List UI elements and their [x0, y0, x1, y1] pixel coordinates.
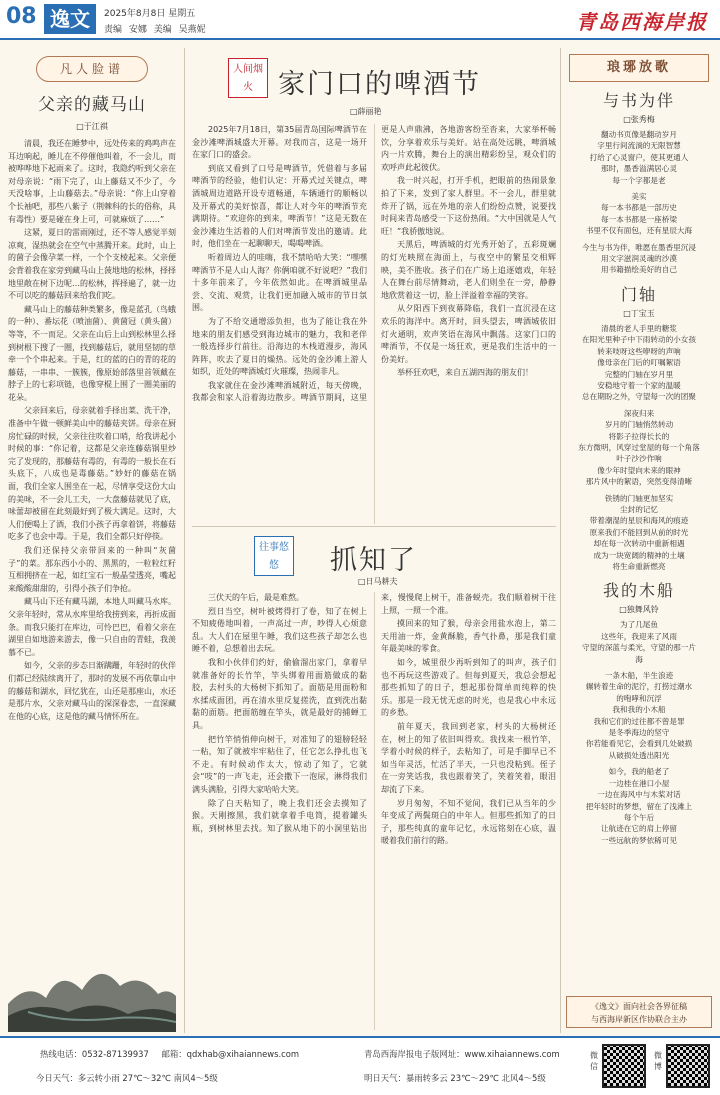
paragraph: 我和小伙伴们约好，偷偷溜出家门，拿着早就准备好的长竹竿，竿头绑着用面筋做成的黏胶，去村头的大杨树下抓知了。面筋是用面粉和水揉成面团，再在清水里反复搓洗，直到洗出黏黏的面筋。把面筋缠在竿头，就是最好的捕蝉工具。 [192, 657, 367, 730]
poem-line: 清晨的老人手里的糖浆 [601, 323, 677, 333]
poem-line: 从破损处透出阳光 [608, 750, 670, 760]
poem-body [564, 129, 714, 276]
weather-today: 今日天气：多云转小雨 27℃～32℃ 南风4～5级 [36, 1073, 218, 1083]
poem-line: 打给了心灵窗户，使其更通人 [589, 152, 689, 162]
section-badge-poetry: 琅琊放歌 [569, 54, 709, 82]
poem-line: 每一个字都是老 [612, 175, 666, 185]
ink-mountain-illustration [8, 942, 176, 1032]
poem-line: 带着潮湿的星辰和海风的痕迹 [589, 516, 689, 526]
poem-line: 用文字滋润灵魂的沙漠 [601, 254, 677, 264]
poem-line: 美实 [631, 192, 647, 202]
paragraph: 藏马山上的藤菇种类繁多，像是蓝孔（鸟蛾的一种）、番坛花（喷油菌）、黄菌冠（黄头菌）等等，不一而足。父亲在山后上山到松林里么择到树根下搜了一圈，找到藤菇后，就用坚韧的草牵一个个串起来。于是，红的蓝的白的青的花的藤菇，一串串、一簇簇，像原始部落里首领戴在脖子上的七彩项链，也像穿棍上围了一圈美丽的花朵。 [8, 304, 176, 402]
poem-line: 是冬季海边的坚守 [608, 728, 670, 738]
weather-tomorrow: 明日天气：暴雨转多云 23℃～29℃ 北风4～5级 [364, 1073, 546, 1083]
poem-line: 那时，墨香溢满居心灵 [601, 164, 677, 174]
poem-line: 用书籍描绘美好的自己 [601, 265, 677, 275]
page-header [0, 0, 720, 40]
poem-line: 你若能看见它，会看到几处破损 [585, 739, 693, 749]
newspaper-logo: 青岛西海岸报 [576, 10, 708, 34]
poem-line: 一些远航的梦依稀可见 [601, 835, 677, 845]
column-divider [560, 48, 561, 1033]
page-section-name: 逸文 [44, 4, 96, 34]
paragraph: 如今，父亲的步态日渐蹒跚，年轻时的伙伴们都已经陆续离开了，那时的发展不再依靠山中的藤菇和湖水，回忆犹在，山还是那座山，水还是那片水，父亲对藏马山的深深眷恋，一直深藏在他的心底，这是他的藏马情怀所在。 [8, 661, 176, 721]
paragraph: 把竹竿悄悄伸向树干，对准知了的翅膀轻轻一粘，知了就被牢牢粘住了，任它怎么挣扎也飞不走。有时候动作太大，惊动了知了，它就会“吱”的一声飞走，还会撒下一泡尿，淋得我们满头满脸，引得大家哈哈大笑。 [192, 734, 367, 794]
article-title: 父亲的藏马山 [38, 95, 146, 115]
weibo-label: 微博 [654, 1051, 662, 1071]
poem-line: 将生命重新燃亮 [612, 562, 666, 571]
poem-line: 叶子沙沙作响 [616, 454, 662, 464]
poem-body [564, 323, 714, 573]
article-body [8, 138, 176, 968]
poem-line: 每一本书都是一部历史 [601, 203, 677, 213]
hotline: 热线电话：0532-87139937 [40, 1049, 149, 1059]
poem-line: 像母亲在门后的叮嘱絮语 [597, 358, 681, 368]
paragraph: 为了不给交通增添负担，也为了能让我在外地来的朋友们感受到海边城市的魅力，我和老伴一般选择步行前往。沿海边的木栈道漫步，海风阵阵，吹去了夏日的燥热。远处的金沙滩上游人如织，近处的啤酒城灯火璀璨，热闹非凡。 [192, 316, 367, 377]
editorial-notice: 《逸文》面向社会各界征稿 与西海岸新区作协联合主办 [566, 996, 712, 1028]
paragraph: 我家就住在金沙滩啤酒城附近，每天傍晚，我都会和家人沿着海边散步。啤酒节期间，这里更是人声鼎沸，各地游客纷至沓来，大家举杯畅饮，分享着欢乐与美好。站在高处远眺，啤酒城内一片欢腾，舞台上的演出精彩纷呈，观众们的欢呼声此起彼伏。 [192, 125, 556, 403]
article-author: □日马耕夫 [358, 577, 398, 586]
email: 邮箱：qdxhab@xihaiannews.com [161, 1049, 300, 1059]
poem-title: 与书为伴 [602, 91, 675, 110]
poem-body [564, 619, 714, 846]
poem-line: 辗转着生命的泥泞，打捞过潮水 [585, 682, 693, 692]
poem-line: 让航迹在它的肩上停留 [601, 824, 677, 834]
paragraph: 举杯狂欢吧，来自五湖四海的朋友们！ [397, 368, 533, 378]
poem-line: 岁月的门轴悄然转动 [604, 420, 674, 430]
poem-line: 我和我的小木船 [612, 705, 666, 715]
editors-line: 责编 安娜 美编 吴燕妮 [104, 25, 206, 35]
poem-line: 每一本书都是一座桥梁 [601, 214, 677, 224]
paragraph: 藏马山下还有藏马湖，本地人叫藏马水库。父亲年轻时，常从水库里给我捞到来，再折成面条。而我只能打在库边，可怜巴巴，看着父亲在湖里自如地游来游去，像一只自由的青蛙，我羡慕不已。 [8, 597, 176, 657]
wechat-qr-code[interactable] [602, 1044, 646, 1088]
poem-line: 为了几尾鱼 [620, 620, 658, 630]
article-author: □薛丽艳 [350, 107, 382, 116]
poem-line: 原来我们不能回到从前的时光 [589, 527, 689, 537]
page-footer [0, 1036, 720, 1095]
poem-line: 的咆哮和沉浮 [616, 693, 662, 703]
section-badge-life: 人间烟火 [228, 58, 268, 98]
paragraph: 听着周边人的哇嗨，我不禁哈哈大笑：“嘿嘿啤酒节不是人山人海？你俩咱就不好说吧？”我们十多年前来了，今年依然如此。在啤酒城里品尝、交流、观赏，让我们更加融入城市的节日氛围。 [192, 252, 367, 313]
poem-line: 深夜归来 [623, 408, 655, 418]
poem-line: 如今，我的船老了 [608, 767, 670, 777]
paragraph: 这紧，夏日的雷雨刚过，还不等人感觉半刻凉爽，湿热就会在空气中蒸腾开来。此时，山上的菌子会像孕菜一样，一个个支棱起来。父亲便会背着我在家旁到藏马山上菠地地的松林，择择地里敞在树下边呢…的松林，挥择遍了，就一边不可以吃的藤菇回来给我们吃。 [8, 228, 176, 301]
poetry-column [564, 52, 714, 1032]
poem-author: □独舞风铃 [619, 605, 659, 615]
paragraph: 天黑后，啤酒城的灯光秀开始了，五彩斑斓的灯光映照在海面上，与夜空中的繁星交相辉映，美不胜收。孩子们在广场上追逐嬉戏，年轻人在舞台前尽情舞动，老人们则坐在一旁，静静地欣赏着这一切，脸上洋溢着幸福的笑容。 [381, 240, 556, 300]
weibo-qr-code[interactable] [666, 1044, 710, 1088]
poem-line: 成为一块宽阔的精神的土壤 [593, 550, 685, 560]
paragraph: 我一时兴起，打开手机，把眼前的热闹景象拍了下来，发到了家人群里。不一会儿，群里就炸开了锅，远在外地的亲人们纷纷点赞，说要找时间来青岛感受一下这份热闹。“大中国就是人气旺！”我骄傲地说。 [381, 176, 556, 236]
poem-line: 一条木船，半生浪迹 [604, 671, 674, 681]
paragraph: 清晨，我还在睡梦中，远处传来的鸡鸣声在耳边响起，睡儿在不停催他叫着，不一会儿，而被哗哗地下起雨来了。这时，我隐约听到父亲在对母亲说：“雨下完了，山上藤菇又不少了，今天没啥事，上山藤菇去。”母亲说：“你上山穿着个长袖吧，那些八紫子（荆棘科的长的俗称，具有毒性）要是碰在身上可，可就麻烦了……” [8, 139, 176, 224]
issue-date: 2025年8月8日 星期五 [104, 9, 196, 19]
paragraph: 我们还保持父亲带回来的一种叫“灰菌子”的菜。那东西小小的、黑黑的，一粒粒红籽互相拥挤在一起，如红宝石一般晶莹透亮，嘴起来酸酸甜甜的，引得小孩子们争抢。 [8, 546, 176, 593]
paragraph: 摸回来的知了猴，母亲会用盐水泡上，第二天用油一炸，金黄酥脆，香气扑鼻，那是我们童年最美味的零食。 [381, 619, 556, 654]
poem-line: 像少年时望向未来的眼神 [597, 465, 681, 475]
poem-line: 将影子拉得长长的 [608, 431, 670, 441]
article-father-mountain [8, 52, 176, 1032]
paragraph: 2025年7月18日，第35届青岛国际啤酒节在金沙滩啤酒城盛大开幕。对我而言，这是一场开在家门口的盛会。 [192, 125, 367, 160]
poem-author: □张秀梅 [623, 115, 655, 124]
poem-line: 尘封的记忆 [620, 504, 658, 514]
article-author: □于江祺 [76, 122, 108, 131]
article-divider [192, 526, 556, 527]
poem-line: 海 [635, 654, 643, 664]
wechat-label: 微信 [590, 1051, 598, 1071]
paragraph: 三伏天的午后，最是难熬。 [208, 593, 304, 602]
poem-title: 我的木船 [602, 581, 675, 601]
paragraph: 到底又看到了口号是啤酒节，凭借着与多届啤酒节的经验，他们认定：开幕式过关键点，啤酒城周边道路开设专道畅通，车辆通行的顺畅以及开幕式的美好惊喜，都让人对今年的啤酒节充满期待。“欢迎你的到来，啤酒节！”这是无数在金沙滩边生活着的人们对啤酒节发出的邀请。此时，他们坐在一起聊聊天，喝喝啤酒。 [192, 163, 367, 249]
paragraph: 岁月匆匆，不知不觉间，我们已从当年的少年变成了两鬓斑白的中年人。但那些抓知了的日子，那些纯真的童年记忆，永远铭刻在心底，温暖着我们前行的路。 [381, 798, 556, 846]
poem-line: 却在每一次转动中重新相遇 [593, 539, 685, 549]
poem-line: 翻动书页像是翻动岁月 [601, 130, 677, 139]
poem-line: 铁锈的门轴更加坚实 [604, 493, 674, 503]
poem-line: 安稳地守着一个家的温暖 [597, 380, 681, 390]
poem-line: 书里不仅有面包，还有星辰大海 [585, 226, 693, 236]
poem-line: 字里行间流淌的无限智慧 [597, 141, 681, 151]
article-beer-festival [192, 52, 556, 532]
article-title: 家门口的啤酒节 [278, 69, 481, 100]
paragraph: 前年夏天，我回到老家，村头的大杨树还在，树上的知了依旧叫得欢。我找来一根竹竿，学着小时候的样子，去粘知了，可是手脚早已不如当年灵活，忙活了半天，一只也没粘到。侄子在一旁笑话我，我也跟着笑了，笑着笑着，眼泪却流了下来。 [381, 721, 556, 794]
poem-author: □丁宝玉 [623, 308, 655, 318]
section-badge-memories: 往事悠悠 [254, 536, 294, 576]
poem-line: 完整的门轴在岁月里 [604, 369, 674, 379]
article-body [192, 592, 556, 848]
article-catching-cicadas [192, 530, 556, 1035]
page-number: 08 [6, 4, 37, 29]
poem-line: 把年轻时的梦想，留在了浅滩上 [585, 801, 693, 811]
poem-line: 一边在海风中与木桨对话 [597, 790, 681, 800]
paragraph: 除了白天粘知了，晚上我们还会去摸知了猴。天刚擦黑，我们就拿着手电筒，提着罐头瓶，到树林里去找。知了猴从地下的小洞里钻出来，慢慢爬上树干，准备蜕壳。我们顺着树干往上照，一照一个准。 [192, 593, 556, 833]
article-title: 抓知了 [330, 545, 417, 576]
poem-line: 转来吱呀这些咿呀的声响 [597, 346, 681, 356]
paragraph: 如今，城里很少再听到知了的叫声，孩子们也不再玩这些游戏了。但每到夏天，我总会想起那些抓知了的日子，想起那份简单而纯粹的快乐。那是一段无忧无虑的时光，也是我心中永远的乡愁。 [381, 657, 556, 718]
poem-title: 门轴 [620, 284, 657, 304]
article-body [192, 124, 556, 405]
poem-line: 今生与书为伴，唯愿在墨香里沉浸 [582, 242, 696, 252]
poem-line: 我和它们的过往都不曾是罪 [593, 716, 685, 726]
poem-line: 一边桂在港口小屋 [608, 778, 670, 788]
column-divider [184, 48, 185, 1033]
poem-line: 每个午后 [623, 812, 655, 822]
poem-line: 总在期盼之外，守望每一次的团聚 [582, 392, 696, 402]
poem-line: 在阳光里种子中下雨转动的小女孩 [582, 335, 696, 345]
website: 青岛西海岸报电子版网址：www.xihaiannews.com [364, 1049, 560, 1059]
section-badge-faces: 凡人脸谱 [36, 56, 148, 82]
poem-line: 东方微明，风穿过堂屋的每一个角落 [578, 442, 700, 452]
poem-line: 这些年，我迎来了风雨 [601, 631, 677, 641]
paragraph: 从夕阳西下到夜幕降临，我们一直沉浸在这欢乐的海洋中。离开时，回头望去，啤酒城依旧灯火通明，欢声笑语在海风中飘荡。这家门口的啤酒节，不仅是一场狂欢，更是我们生活中的一份美好。 [381, 304, 556, 364]
paragraph: 烈日当空，树叶被烤得打了卷，知了在树上不知疲倦地叫着，一声高过一声，吵得人心烦意乱。大人们在屋里午睡，我们这些孩子却怎么也睡不着，总想着出去玩。 [192, 606, 367, 654]
poem-line: 那片风中的絮语，突然变得清晰 [585, 477, 693, 487]
poem-line: 守望的深蓝与柔光，守望的那一片 [582, 643, 696, 653]
paragraph: 父亲回来后，母亲就着手择出菜、洗干净，准备中午做一顿鲜美山中的藤菇夹饼。母亲在厨房忙碌的时候，父亲往往吹着口哨，给我讲起小时候的事：“你记着，这都是父亲连藤菇锅里炒完了发现的，那藤菇有毒的，有毒的一般长在石头底下，八成也是毒藤菇。”妙好的藤菇在锅面，我们全家人围坐在一起，尽情享受这份大山的美味，不一会儿工夫，一大盘藤菇就见了底，味蕾却被留在此刻最好到了极大满足。这时，大人们便喝上了酒，我们小孩子再拿着饼，将藤菇吃多了也会中毒。于是，我们全都只好停筷。 [8, 406, 176, 542]
